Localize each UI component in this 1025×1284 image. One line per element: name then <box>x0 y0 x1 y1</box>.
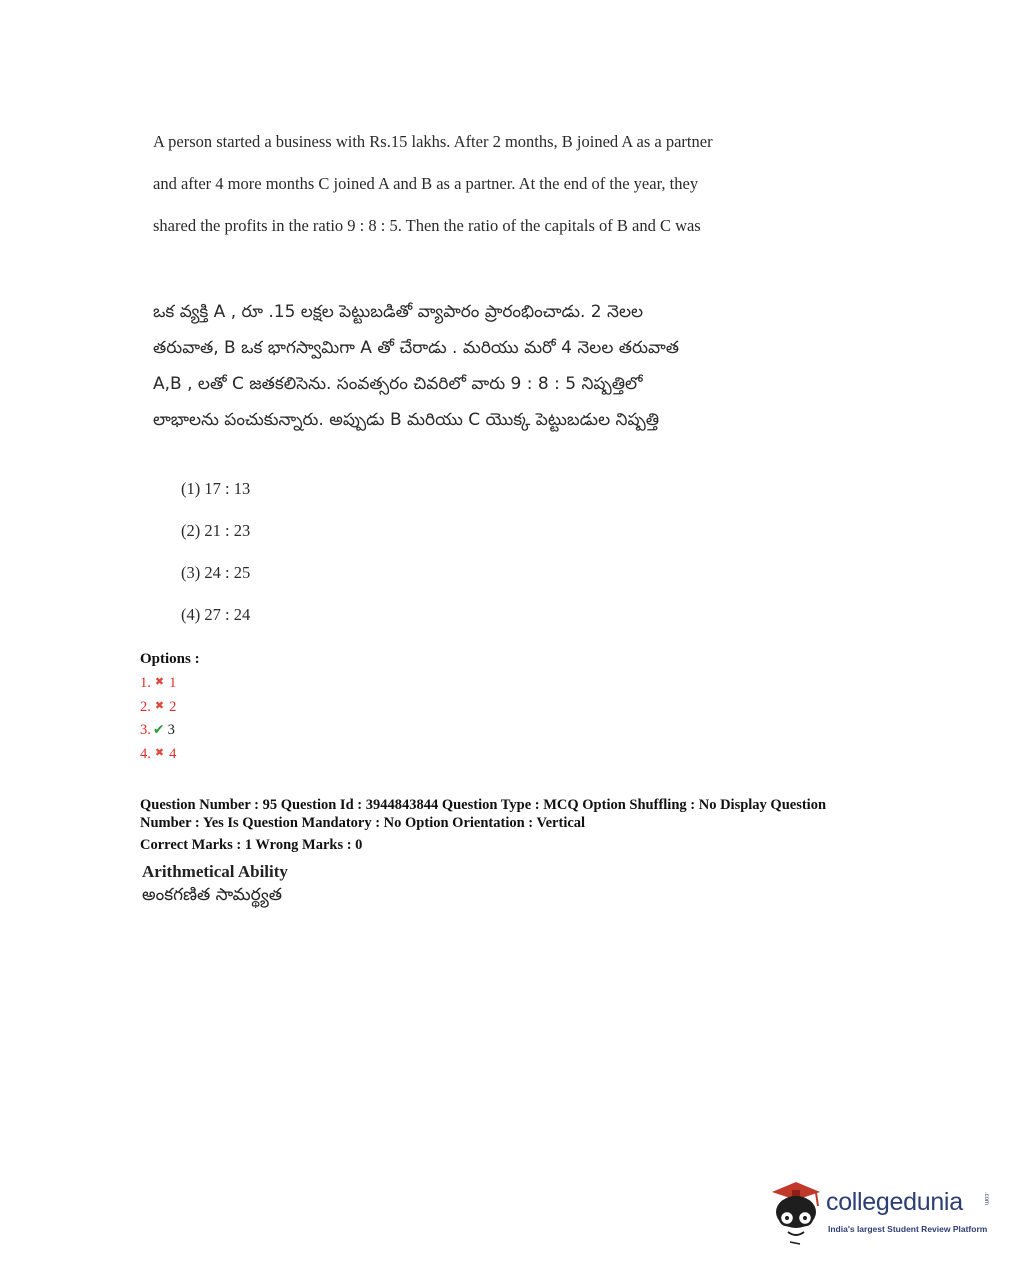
marks-line: Correct Marks : 1 Wrong Marks : 0 <box>140 837 363 853</box>
question-english-line: and after 4 more months C joined A and B as a partner. At the end of the year, they <box>153 174 699 193</box>
option-value: 2 <box>169 699 177 715</box>
question-english-line: A person started a business with Rs.15 lakhs. After 2 months, B joined A as a partner <box>153 132 713 151</box>
logo-tagline: India's largest Student Review Platform <box>828 1224 988 1234</box>
option-value: 4 <box>169 746 177 762</box>
question-meta-line: Number : Yes Is Question Mandatory : No Option Orientation : Vertical <box>140 815 586 831</box>
question-telugu-line: A,B , లతో C జతకలిసెను. సంవత్సరం చివరిలో వారు 9 : 8 : 5 నిష్పత్తిలో <box>153 374 643 394</box>
option-number: 4. <box>140 746 151 762</box>
answer-choice-3: (3) 24 : 25 <box>181 563 251 582</box>
wrong-mark-icon: ✖ <box>154 699 165 712</box>
options-label: Options : <box>140 651 200 667</box>
option-number: 1. <box>140 675 151 691</box>
logo-wordmark: collegedunia <box>826 1188 963 1216</box>
mascot-icon <box>766 1178 826 1248</box>
collegedunia-logo <box>766 1178 996 1248</box>
option-value: 1 <box>169 675 177 691</box>
wrong-mark-icon: ✖ <box>154 675 165 688</box>
answer-choice-4: (4) 27 : 24 <box>181 605 251 624</box>
option-number: 3. <box>140 722 151 738</box>
question-telugu-line: లాభాలను పంచుకున్నారు. అప్పుడు B మరియు C యొక్క పెట్టుబడుల నిష్పత్తి <box>153 410 660 430</box>
logo-domain-suffix: .com <box>983 1192 989 1206</box>
correct-check-icon: ✔ <box>152 722 165 738</box>
answer-choice-1: (1) 17 : 13 <box>181 479 251 498</box>
section-title: Arithmetical Ability <box>142 862 288 881</box>
question-telugu-line: ఒక వ్యక్తి A , రూ .15 లక్షల పెట్టుబడితో వ్యాపారం ప్రారంభించాడు. 2 నెలల <box>153 302 644 322</box>
wrong-mark-icon: ✖ <box>154 746 165 759</box>
section-title-telugu: అంకగణిత సామర్థ్యత <box>142 885 282 905</box>
option-row-4 <box>140 746 176 763</box>
option-number: 2. <box>140 699 151 715</box>
option-value: 3 <box>167 722 175 738</box>
question-meta-line: Question Number : 95 Question Id : 3944843844 Question Type : MCQ Option Shuffling : No Display Question <box>140 797 827 813</box>
option-row-1 <box>140 675 176 692</box>
answer-choice-2: (2) 21 : 23 <box>181 521 251 540</box>
option-row-2 <box>140 699 176 716</box>
question-english-line: shared the profits in the ratio 9 : 8 : 5. Then the ratio of the capitals of B and C was <box>153 216 701 235</box>
option-row-3 <box>140 722 175 739</box>
question-telugu-line: తరువాత, B ఒక భాగస్వామిగా A తో చేరాడు . మరియు మరో 4 నెలల తరువాత <box>153 338 680 358</box>
